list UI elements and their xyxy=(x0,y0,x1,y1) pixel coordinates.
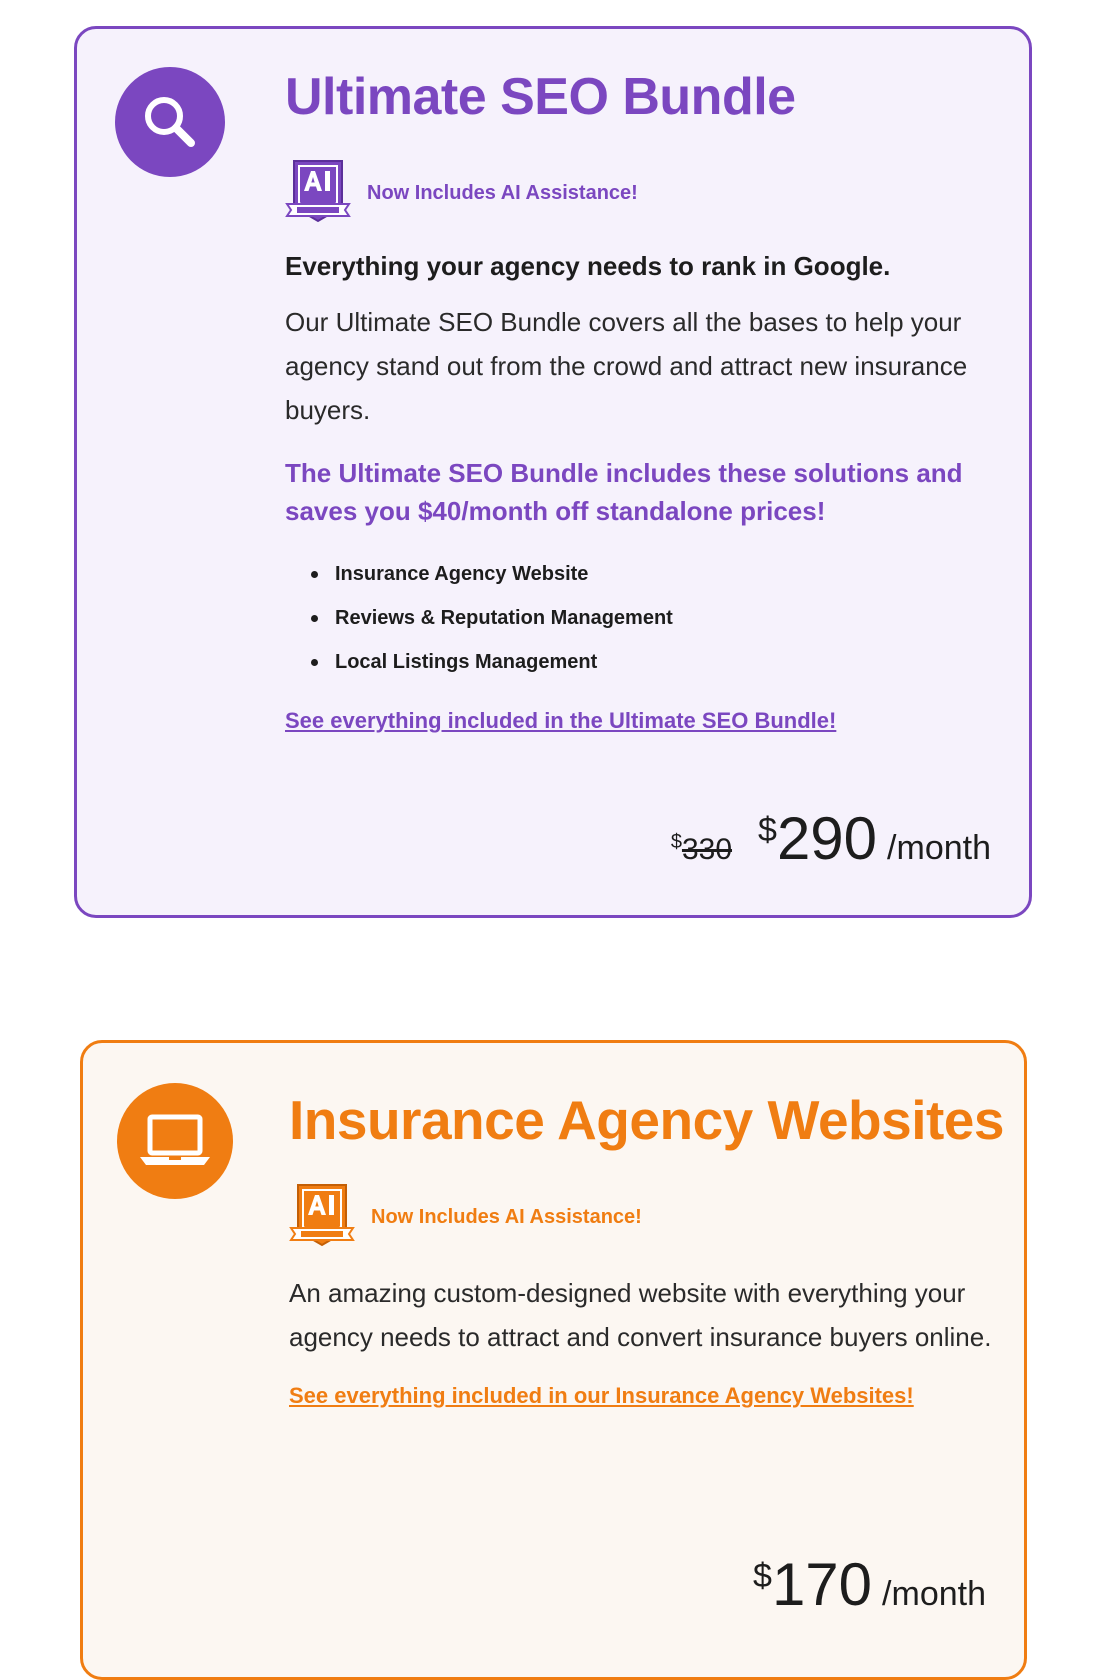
ai-assistance-row xyxy=(289,1181,1009,1253)
list-item: Local Listings Management xyxy=(285,640,1005,684)
bullet-icon xyxy=(311,659,318,666)
list-item: Reviews & Reputation Management xyxy=(285,596,1005,640)
websites-title: Insurance Agency Websites xyxy=(289,1089,1004,1151)
price-period: /month xyxy=(882,1575,986,1613)
bullet-icon xyxy=(311,571,318,578)
seo-bundle-description: Our Ultimate SEO Bundle covers all the bases to help your agency stand out from the crowd and attract new insurance buyers. xyxy=(285,307,968,425)
ai-assistance-text: Now Includes AI Assistance! xyxy=(367,181,638,204)
seo-bundle-savings-note: The Ultimate SEO Bundle includes these solutions and saves you $40/month off standalone prices! xyxy=(285,458,963,526)
seo-bundle-tagline: Everything your agency needs to rank in Google. xyxy=(285,251,891,281)
price-currency: $ xyxy=(758,811,777,849)
seo-bundle-title: Ultimate SEO Bundle xyxy=(285,68,796,126)
seo-bundle-details-link[interactable]: See everything included in the Ultimate SEO Bundle! xyxy=(285,708,837,733)
list-item: Insurance Agency Website xyxy=(285,552,1005,596)
laptop-icon xyxy=(117,1083,233,1199)
seo-bundle-price xyxy=(671,804,991,873)
ai-assistance-row xyxy=(285,157,1005,229)
ai-assistance-badge-icon xyxy=(285,157,351,229)
websites-description: An amazing custom-designed website with everything your agency needs to attract and convert insurance buyers online. xyxy=(289,1278,992,1352)
price-currency: $ xyxy=(753,1557,772,1595)
websites-details-link[interactable]: See everything included in our Insurance Agency Websites! xyxy=(289,1383,914,1408)
websites-card xyxy=(80,1040,1027,1680)
seo-bundle-includes-list xyxy=(285,552,1005,684)
seo-bundle-card xyxy=(74,26,1032,918)
price-amount: 290 xyxy=(776,805,878,872)
bullet-icon xyxy=(311,615,318,622)
price-period: /month xyxy=(887,829,991,867)
old-price: $330 xyxy=(670,831,733,866)
ai-assistance-text: Now Includes AI Assistance! xyxy=(371,1205,642,1228)
search-icon xyxy=(115,67,225,177)
price-amount: 170 xyxy=(771,1551,873,1618)
websites-price xyxy=(753,1550,986,1619)
ai-assistance-badge-icon xyxy=(289,1181,355,1253)
